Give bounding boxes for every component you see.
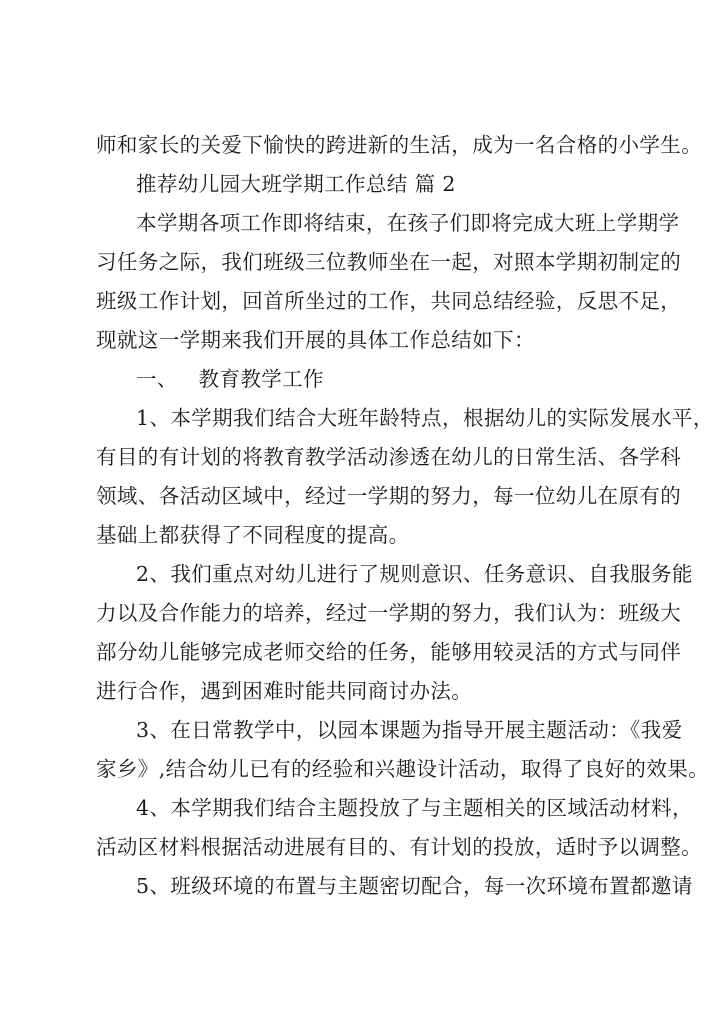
paragraph-line: 2、我们重点对幼儿进行了规则意识、任务意识、自我服务能 bbox=[136, 562, 693, 586]
paragraph-line: 习任务之际，我们班级三位教师坐在一起，对照本学期初制定的 bbox=[96, 250, 682, 274]
paragraph-line: 5、班级环境的布置与主题密切配合，每一次环境布置都邀请 bbox=[136, 874, 693, 898]
paragraph-line: 现就这一学期来我们开展的具体工作总结如下： bbox=[96, 328, 535, 352]
paragraph-line: 有目的有计划的将教育教学活动渗透在幼儿的日常生活、各学科 bbox=[96, 445, 682, 469]
paragraph-line: 力以及合作能力的培养，经过一学期的努力，我们认为：班级大 bbox=[96, 601, 682, 625]
paragraph-line: 基础上都获得了不同程度的提高。 bbox=[96, 523, 410, 547]
paragraph-line: 部分幼儿能够完成老师交给的任务，能够用较灵活的方式与同伴 bbox=[96, 640, 682, 664]
paragraph-line: 领域、各活动区域中，经过一学期的努力，每一位幼儿在原有的 bbox=[96, 484, 682, 508]
section-title: 推荐幼儿园大班学期工作总结 篇 2 bbox=[136, 172, 456, 196]
paragraph-line: 班级工作计划，回首所坐过的工作，共同总结经验，反思不足， bbox=[96, 289, 682, 313]
paragraph-line: 4、本学期我们结合主题投放了与主题相关的区域活动材料， bbox=[136, 796, 693, 820]
paragraph-line: 活动区材料根据活动进展有目的、有计划的投放，适时予以调整。 bbox=[96, 835, 703, 859]
paragraph-line: 师和家长的关爱下愉快的跨进新的生活，成为一名合格的小学生。 bbox=[96, 133, 703, 157]
paragraph-line: 本学期各项工作即将结束，在孩子们即将完成大班上学期学 bbox=[136, 211, 680, 235]
paragraph-line: 3、在日常教学中，以园本课题为指导开展主题活动：《我爱 bbox=[136, 718, 683, 742]
paragraph-line: 1、本学期我们结合大班年龄特点，根据幼儿的实际发展水平， bbox=[136, 406, 714, 430]
paragraph-line: 进行合作，遇到困难时能共同商讨办法。 bbox=[96, 679, 473, 703]
paragraph-line: 家乡》,结合幼儿已有的经验和兴趣设计活动，取得了良好的效果。 bbox=[96, 757, 710, 781]
subsection-heading: 一、 教育教学工作 bbox=[136, 367, 324, 391]
